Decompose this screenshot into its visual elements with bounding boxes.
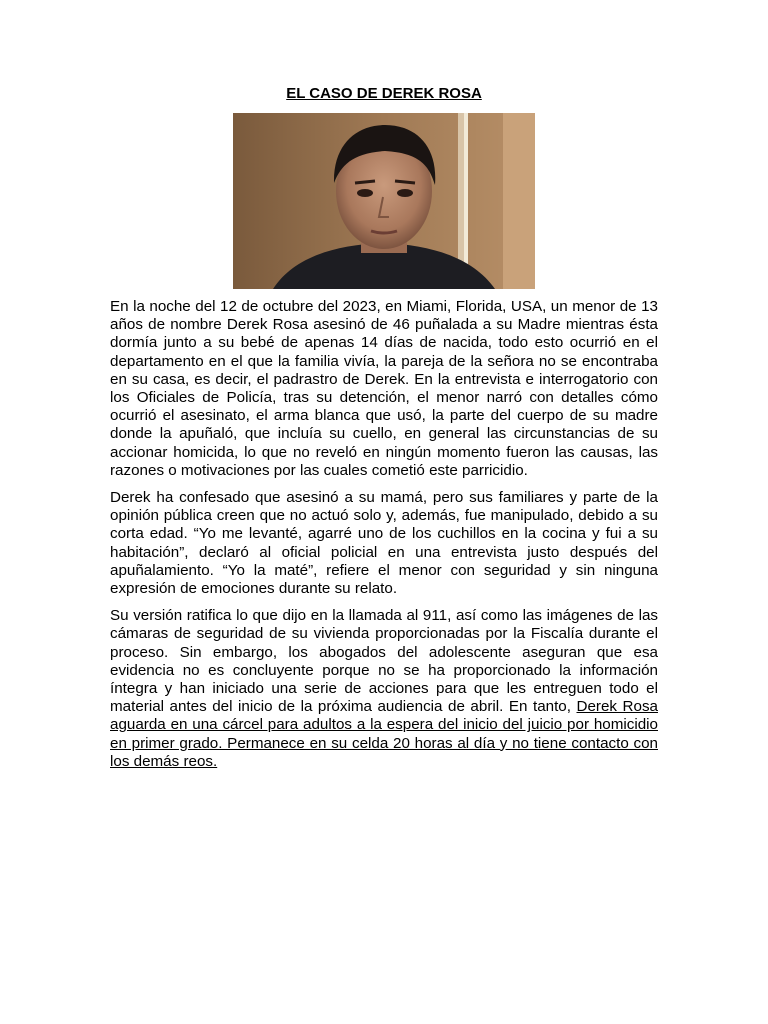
- paragraph-3-text: Su versión ratifica lo que dijo en la llamada al 911, así como las imágenes de las cámaras de seguridad de su vivienda proporcionadas por la Fiscalía durante el proceso. Sin embargo, los abogados del adolescente aseguran que esa evidencia no es concluyente porque no se ha proporcionado la información íntegra y han iniciado una serie de acciones para que les entreguen todo el material antes del inicio de la próxima audiencia de abril. En tanto,: [110, 607, 658, 716]
- paragraph-2: Derek ha confesado que asesinó a su mamá, pero sus familiares y parte de la opinión pública creen que no actuó solo y, además, fue manipulado, debido a su corta edad. “Yo me levanté, agarré uno de los cuchillos en la cocina y fui a su habitación”, declaró al oficial policial en una entrevista justo después del apuñalamiento. “Yo la maté”, refiere el menor con seguridad y sin ninguna expresión de emociones durante su relato.: [110, 489, 658, 598]
- article-body: [110, 298, 658, 780]
- portrait-photo: [233, 113, 535, 289]
- document-title: EL CASO DE DEREK ROSA: [286, 85, 482, 102]
- paragraph-3-underlined-text: Derek Rosa aguarda en una cárcel para adultos a la espera del inicio del juicio por homicidio en primer grado. Permanece en su celda 20 horas al día y no tiene contacto con los demás reos.: [110, 698, 658, 770]
- paragraph-3: [110, 607, 658, 771]
- paragraph-1: En la noche del 12 de octubre del 2023, en Miami, Florida, USA, un menor de 13 años de nombre Derek Rosa asesinó de 46 puñalada a su Madre mientras ésta dormía junto a su bebé de apenas 14 días de nacida, todo esto ocurrió en el departamento en el que la familia vivía, la pareja de la señora no se encontraba en su casa, es decir, el padrastro de Derek. En la entrevista e interrogatorio con los Oficiales de Policía, tras su detención, el menor narró con detalles cómo ocurrió el asesinato, el arma blanca que usó, la parte del cuerpo de su madre donde la apuñaló, que incluía su cuello, en general las circunstancias de su accionar homicida, lo que no reveló en ningún momento fueron las causas, las razones o motivaciones por las cuales cometió este parricidio.: [110, 298, 658, 479]
